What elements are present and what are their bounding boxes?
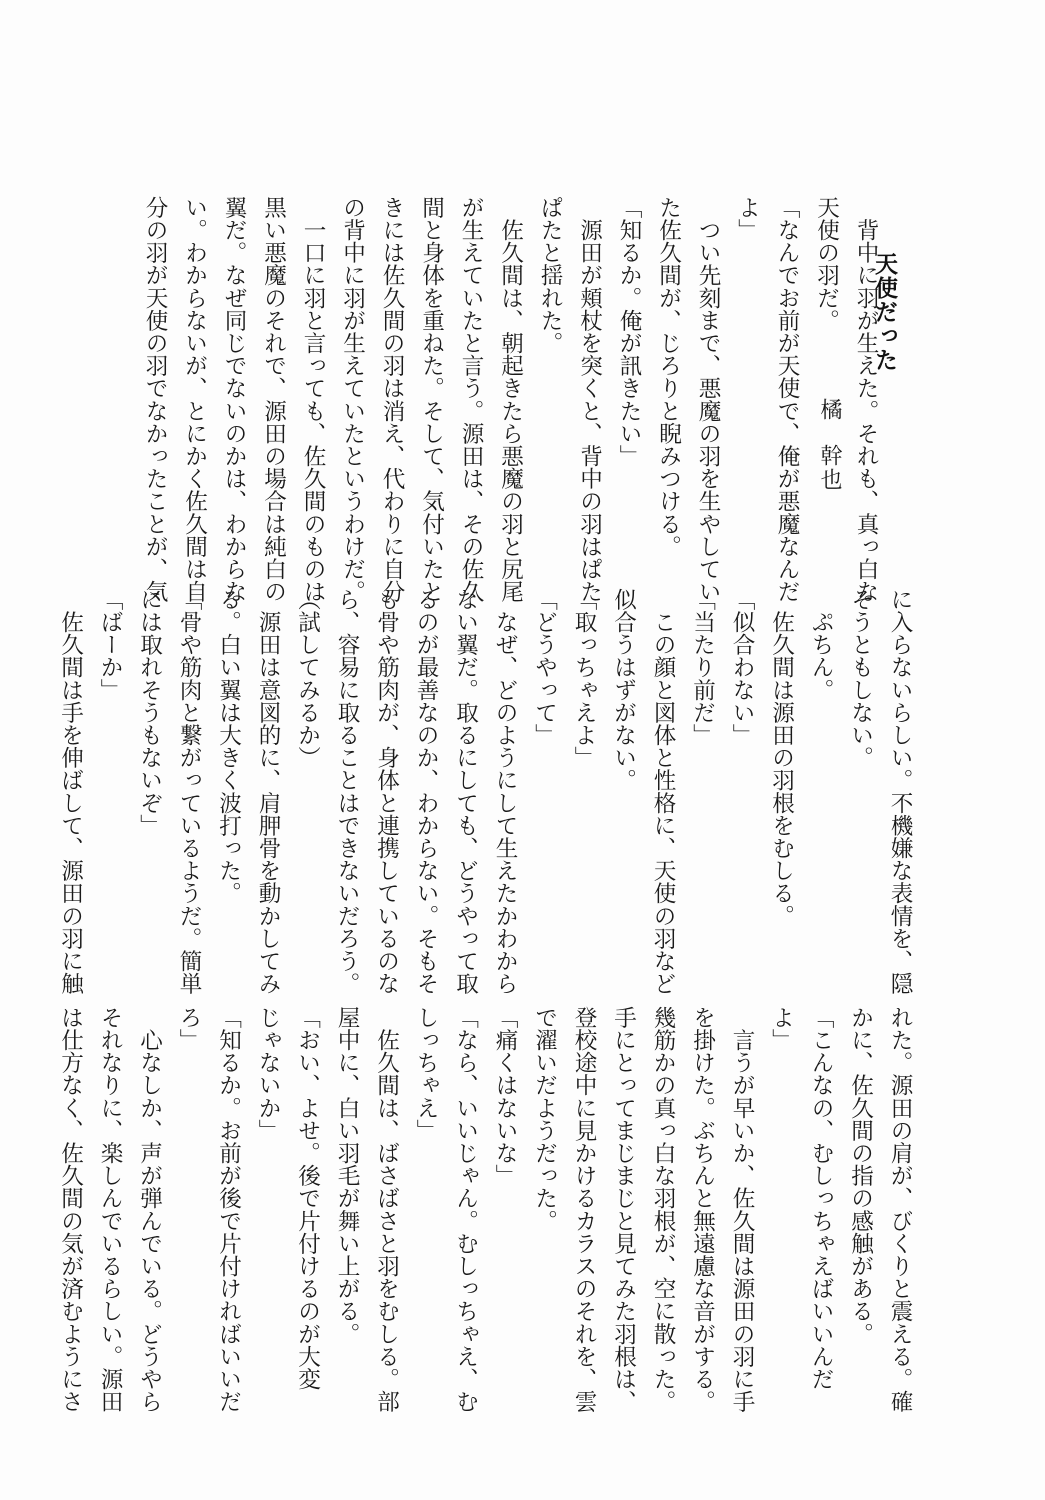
text-line: 源田が頬杖を突くと、背中の羽はぱた bbox=[576, 196, 603, 603]
text-line: 登校途中に見かけるカラスのそれを、雲 bbox=[571, 1006, 597, 1413]
text-line: この顔と図体と性格に、天使の羽など bbox=[650, 588, 676, 995]
text-line: い。わからないが、とにかく佐久間は自 bbox=[181, 196, 208, 603]
text-line: た佐久間が、じろりと睨みつける。 bbox=[655, 196, 682, 558]
text-line: じゃないか」 bbox=[255, 1006, 281, 1142]
text-line: ぱたと揺れた。 bbox=[537, 196, 563, 355]
text-line: 一口に羽と言っても、佐久間のものは bbox=[300, 196, 326, 603]
text-line: 黒い悪魔のそれで、源田の場合は純白の bbox=[260, 196, 287, 603]
text-line: 「似合わない」 bbox=[729, 588, 755, 747]
text-line: 「なら、いいじゃん。むしっちゃえ、む bbox=[452, 1006, 479, 1413]
text-line: それなりに、楽しんでいるらしい。源田 bbox=[97, 1006, 123, 1413]
text-line: るのが最善なのか、わからない。そもそ bbox=[413, 588, 439, 995]
text-line: 分の羽が天使の羽でなかったことが、気 bbox=[142, 196, 168, 603]
text-line: も骨や筋肉が、身体と連携しているのな bbox=[373, 588, 400, 995]
text-line: 屋中に、白い羽毛が舞い上がる。 bbox=[334, 1006, 360, 1345]
author-given-name: 幹也 bbox=[817, 444, 842, 492]
text-line: 「おい、よせ。後で片付けるのが大変 bbox=[294, 1006, 321, 1391]
text-line: 言うが早いか、佐久間は源田の羽に手 bbox=[729, 1006, 755, 1413]
text-line: 源田は意図的に、肩胛骨を動かしてみ bbox=[255, 588, 281, 995]
text-line: 佐久間は、ばさばさと羽をむしる。部 bbox=[373, 1006, 400, 1413]
text-line: ら、容易に取ることはできないだろう。 bbox=[334, 588, 360, 995]
text-line: 間と身体を重ねた。そして、気付いたと bbox=[418, 196, 445, 603]
text-line: 佐久間は手を伸ばして、源田の羽に触 bbox=[57, 588, 84, 995]
text-tier-middle bbox=[50, 588, 919, 995]
text-line: 「こんなの、むしっちゃえばいいんだ bbox=[808, 1006, 834, 1391]
text-tier-top bbox=[135, 196, 886, 603]
text-line: 翼だ。なぜ同じでないのかは、わからな bbox=[221, 196, 247, 603]
text-line: 幾筋かの真っ白な羽根が、空に散った。 bbox=[650, 1006, 676, 1413]
text-line: 佐久間は源田の羽根をむしる。 bbox=[768, 588, 795, 927]
text-line: ろ」 bbox=[176, 1006, 202, 1052]
text-line: 「知るか。俺が訊きたい」 bbox=[616, 196, 642, 468]
text-line: ない翼だ。取るにしても、どうやって取 bbox=[452, 588, 479, 995]
text-line: は仕方なく、佐久間の気が済むようにさ bbox=[57, 1006, 84, 1413]
text-line: （試してみるか） bbox=[294, 588, 321, 769]
text-line: 心なしか、声が弾んでいる。どうやら bbox=[136, 1006, 163, 1413]
text-line: 「なんでお前が天使で、俺が悪魔なんだ bbox=[774, 196, 800, 603]
text-line: きには佐久間の羽は消え、代わりに自分 bbox=[379, 196, 405, 603]
text-line: で濯いだようだった。 bbox=[531, 1006, 558, 1232]
text-line: 「痛くはないな」 bbox=[492, 1006, 518, 1187]
text-tier-bottom bbox=[50, 1006, 919, 1413]
text-line: 「当たり前だ」 bbox=[689, 588, 716, 747]
text-line: よ」 bbox=[768, 1006, 795, 1052]
text-line: よ」 bbox=[734, 196, 761, 242]
text-line: 背中に羽が生えた。それも、真っ白な bbox=[853, 196, 879, 603]
text-line: つい先刻まで、悪魔の羽を生やしてい bbox=[695, 196, 721, 603]
text-line: 佐久間は、朝起きたら悪魔の羽と尻尾 bbox=[497, 196, 524, 603]
text-line: 天使の羽だ。 bbox=[813, 196, 840, 332]
text-line: の背中に羽が生えていたというわけだ。 bbox=[339, 196, 366, 603]
text-line: 「どうやって」 bbox=[531, 588, 558, 747]
story-title: 天使だった bbox=[871, 252, 898, 372]
text-line: 「骨や筋肉と繋がっているようだ。簡単 bbox=[176, 588, 202, 995]
text-line: 「ばーか」 bbox=[97, 588, 123, 701]
text-line: ぷちん。 bbox=[808, 588, 834, 701]
text-line: そうともしない。 bbox=[847, 588, 874, 769]
text-line: が生えていたと言う。源田は、その佐久 bbox=[458, 196, 484, 603]
text-line: を掛けた。ぶちんと無遠慮な音がする。 bbox=[689, 1006, 716, 1413]
text-line: れた。源田の肩が、びくりと震える。確 bbox=[887, 1006, 913, 1413]
text-line: しっちゃえ」 bbox=[413, 1006, 439, 1142]
author-family-name: 橘 bbox=[817, 398, 842, 422]
text-line: なぜ、どのようにして生えたかわから bbox=[492, 588, 518, 995]
text-line: る。白い翼は大きく波打った。 bbox=[215, 588, 242, 905]
text-line: 手にとってまじまじと見てみた羽根は、 bbox=[610, 1006, 637, 1413]
text-line: かに、佐久間の指の感触がある。 bbox=[847, 1006, 874, 1345]
text-line: 「取っちゃえよ」 bbox=[571, 588, 597, 769]
text-line: に入らないらしい。不機嫌な表情を、隠 bbox=[887, 588, 913, 995]
text-line: 「知るか。お前が後で片付ければいいだ bbox=[215, 1006, 242, 1413]
text-line: 似合うはずがない。 bbox=[610, 588, 637, 792]
text-line: には取れそうもないぞ」 bbox=[136, 588, 163, 837]
